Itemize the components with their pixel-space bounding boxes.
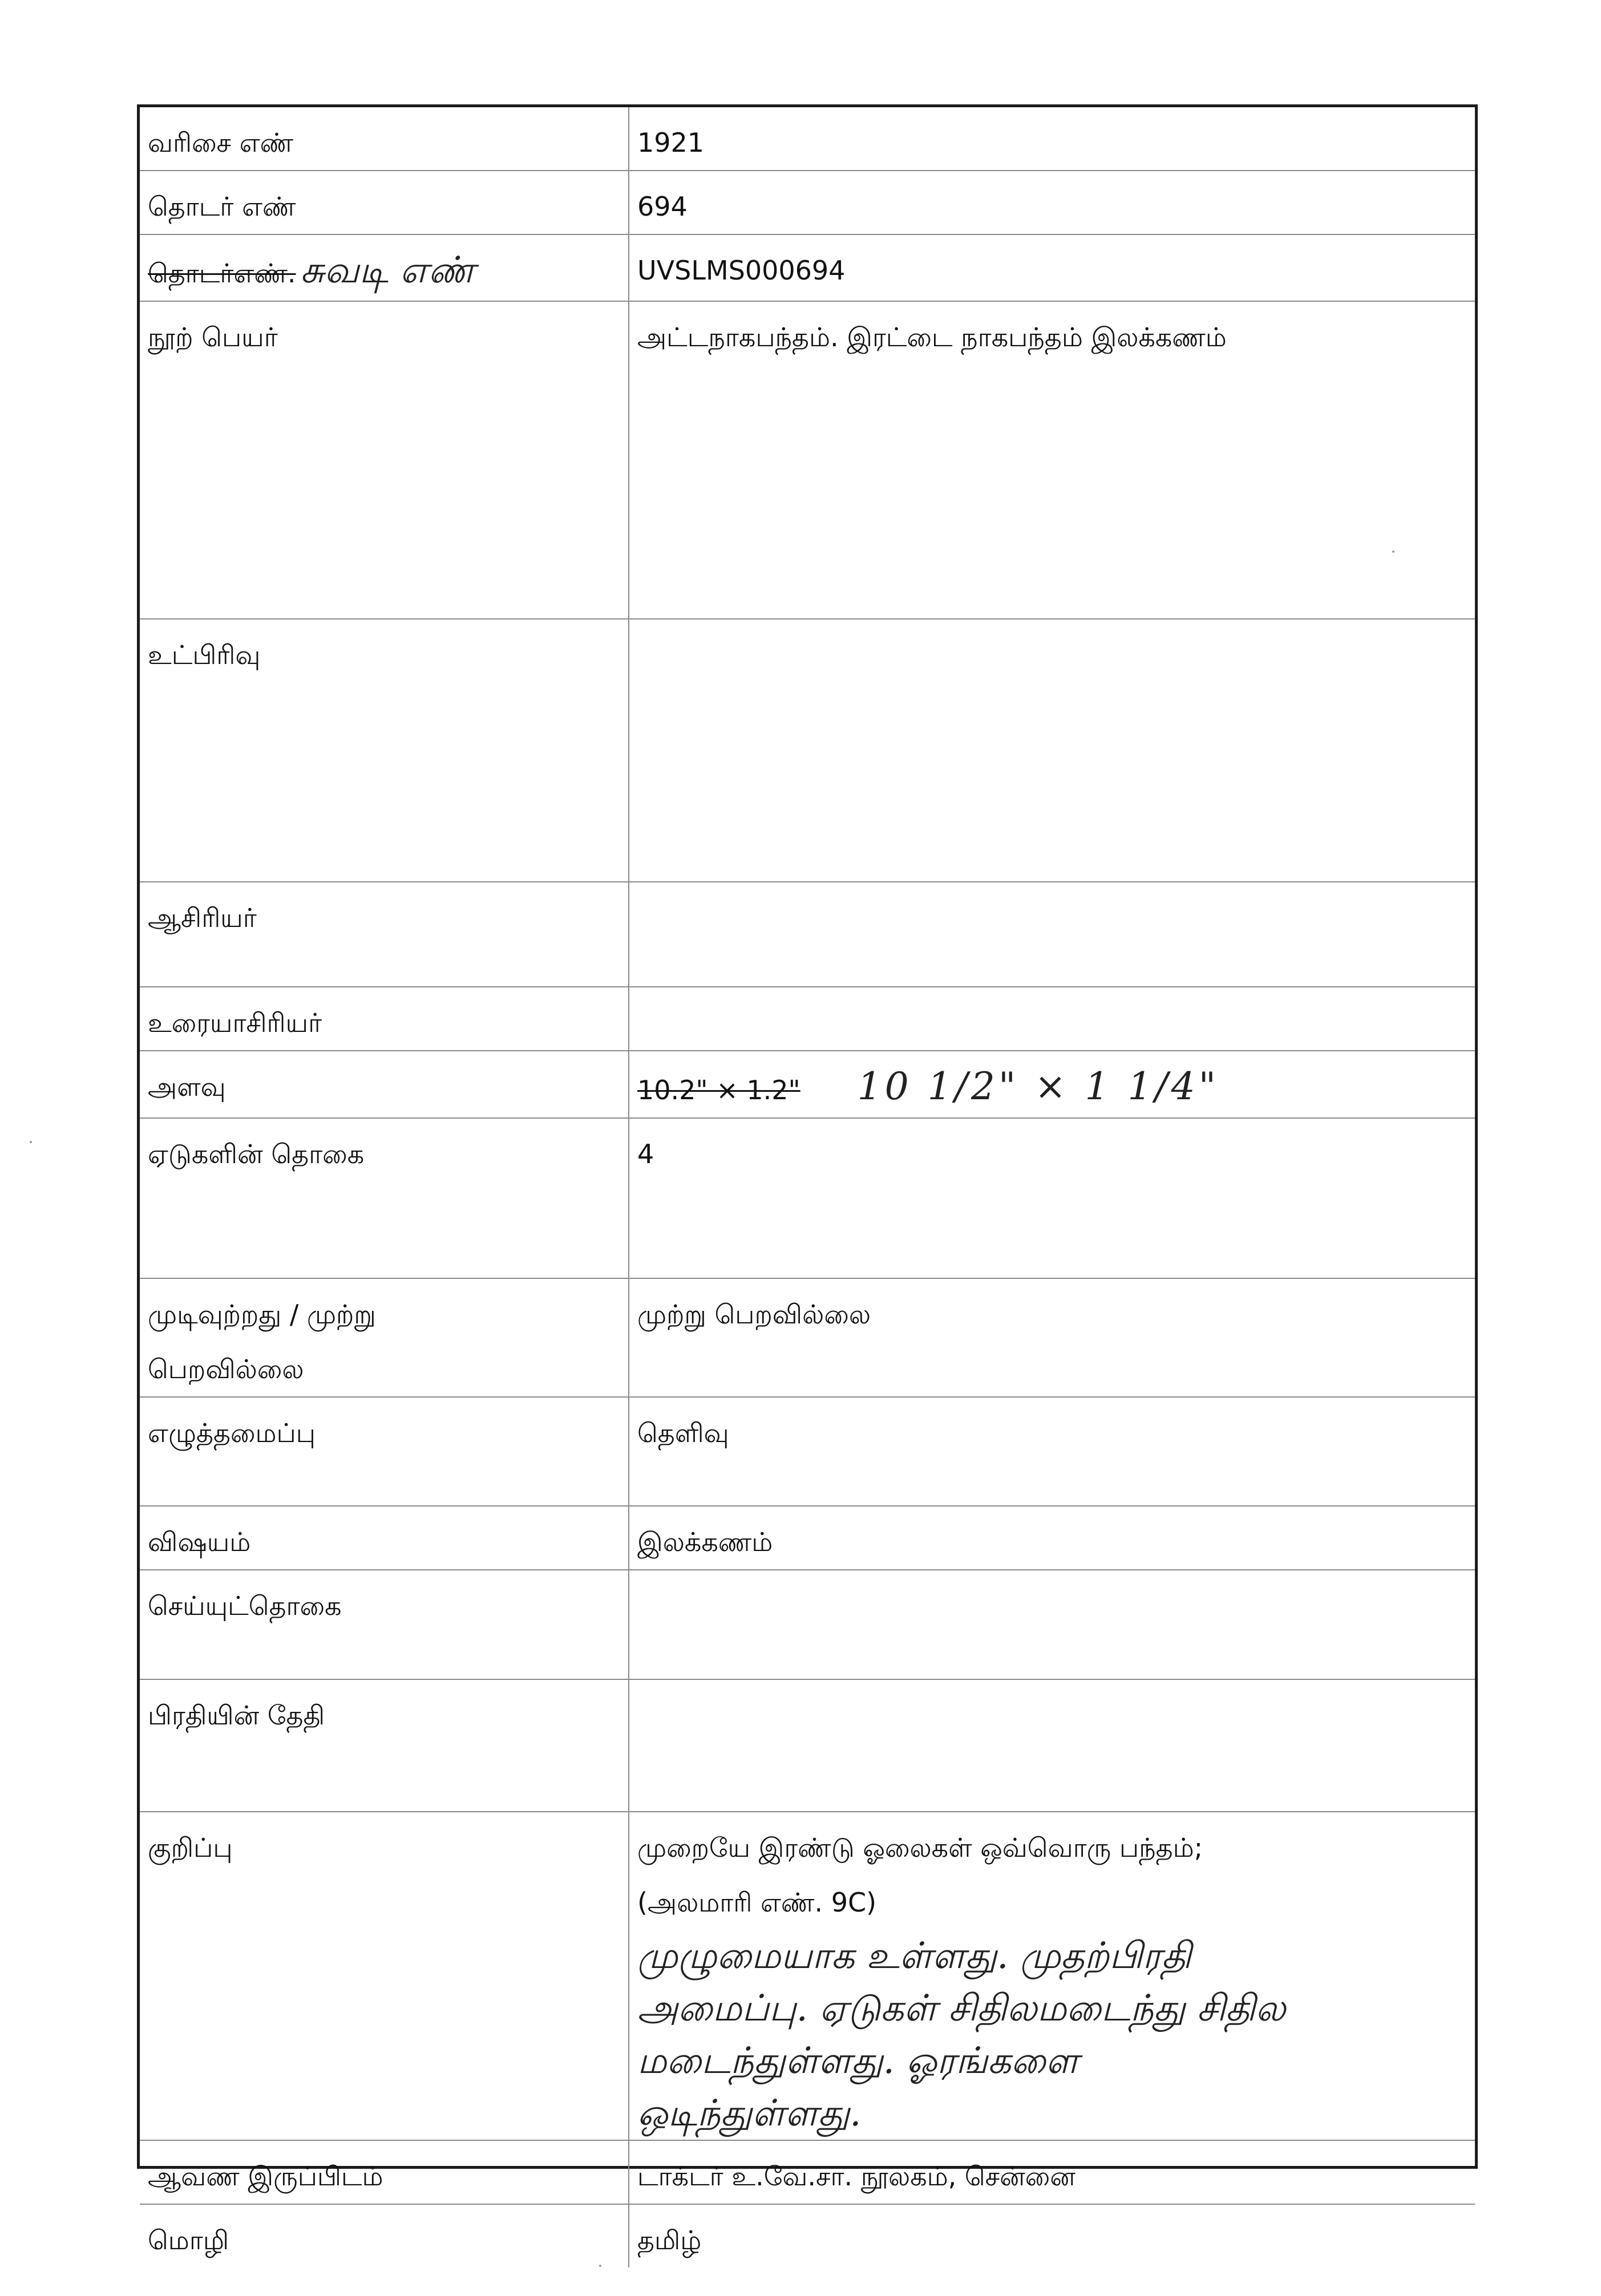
- row-label: விஷயம்: [140, 1506, 629, 1570]
- struck-label: தொடர்எண்.: [148, 258, 296, 289]
- row-value: தெளிவு: [629, 1397, 1475, 1506]
- row-label: பிரதியின் தேதி: [140, 1679, 629, 1812]
- row-label: குறிப்பு: [140, 1812, 629, 2140]
- row-label: அளவு: [140, 1051, 629, 1118]
- row-value: [629, 987, 1475, 1051]
- label-line: பெறவில்லை: [148, 1354, 304, 1384]
- table-row: [140, 1278, 1475, 1397]
- row-value: [629, 882, 1475, 987]
- table-row: [140, 234, 1475, 301]
- row-label: உரையாசிரியர்: [140, 987, 629, 1051]
- row-label: நூற் பெயர்: [140, 301, 629, 619]
- catalog-table: [140, 107, 1475, 2267]
- table-row: [140, 1397, 1475, 1506]
- table-row: [140, 2140, 1475, 2204]
- catalog-sheet: [137, 104, 1478, 2255]
- table-row: [140, 301, 1475, 619]
- row-label: தொடர் எண்: [140, 171, 629, 234]
- table-row: [140, 2204, 1475, 2267]
- table-row: [140, 1812, 1475, 2140]
- row-value: 4: [629, 1118, 1475, 1278]
- row-label-corrected: [140, 234, 629, 301]
- row-value: [629, 1679, 1475, 1812]
- table-row: [140, 1506, 1475, 1570]
- row-label: ஏடுகளின் தொகை: [140, 1118, 629, 1278]
- row-label: ஆசிரியர்: [140, 882, 629, 987]
- row-value: [629, 1570, 1475, 1679]
- struck-size: 10.2" × 1.2": [637, 1075, 800, 1106]
- row-label: வரிசை எண்: [140, 107, 629, 171]
- row-value-corrected: [629, 1051, 1475, 1118]
- row-value: 1921: [629, 107, 1475, 171]
- row-label: செய்யுட்தொகை: [140, 1570, 629, 1679]
- row-value: அட்டநாகபந்தம். இரட்டை நாகபந்தம் இலக்கணம்: [629, 301, 1475, 619]
- row-label-multiline: [140, 1278, 629, 1397]
- row-label: எழுத்தமைப்பு: [140, 1397, 629, 1506]
- table-row: [140, 1679, 1475, 1812]
- handwritten-note-line: மடைந்துள்ளது. ஓரங்களை: [637, 2040, 1079, 2082]
- handwritten-note-line: முழுமையாக உள்ளது. முதற்பிரதி: [637, 1935, 1192, 1977]
- table-row: [140, 1118, 1475, 1278]
- table-row: [140, 107, 1475, 171]
- label-line: முடிவுற்றது / முற்று: [148, 1299, 376, 1330]
- handwritten-note-line: ஒடிந்துள்ளது.: [637, 2092, 862, 2135]
- scan-speck: [1392, 550, 1394, 553]
- scan-speck: [30, 1141, 32, 1143]
- row-value: இலக்கணம்: [629, 1506, 1475, 1570]
- row-value: தமிழ்: [629, 2204, 1475, 2267]
- table-row: [140, 987, 1475, 1051]
- table-row: [140, 882, 1475, 987]
- scan-speck: [599, 2265, 601, 2267]
- row-label: மொழி: [140, 2204, 629, 2267]
- row-value: 694: [629, 171, 1475, 234]
- handwritten-size: 10 1/2" × 1 1/4": [857, 1064, 1220, 1108]
- note-line: முறையே இரண்டு ஓலைகள் ஒவ்வொரு பந்தம்;: [637, 1832, 1203, 1863]
- row-value: டாக்டர் உ.வே.சா. நூலகம், சென்னை: [629, 2140, 1475, 2204]
- note-line: (அலமாரி எண். 9C): [637, 1887, 877, 1918]
- row-value: UVSLMS000694: [629, 234, 1475, 301]
- handwritten-label: சுவடி எண்: [300, 249, 475, 291]
- row-value-notes: [629, 1812, 1475, 2140]
- row-label: ஆவண இருப்பிடம்: [140, 2140, 629, 2204]
- row-label: உட்பிரிவு: [140, 619, 629, 882]
- table-row: [140, 619, 1475, 882]
- row-value: முற்று பெறவில்லை: [629, 1278, 1475, 1397]
- handwritten-note-line: அமைப்பு. ஏடுகள் சிதிலமடைந்து சிதில: [637, 1987, 1286, 2030]
- row-value: [629, 619, 1475, 882]
- table-row: [140, 171, 1475, 234]
- table-row: [140, 1051, 1475, 1118]
- table-row: [140, 1570, 1475, 1679]
